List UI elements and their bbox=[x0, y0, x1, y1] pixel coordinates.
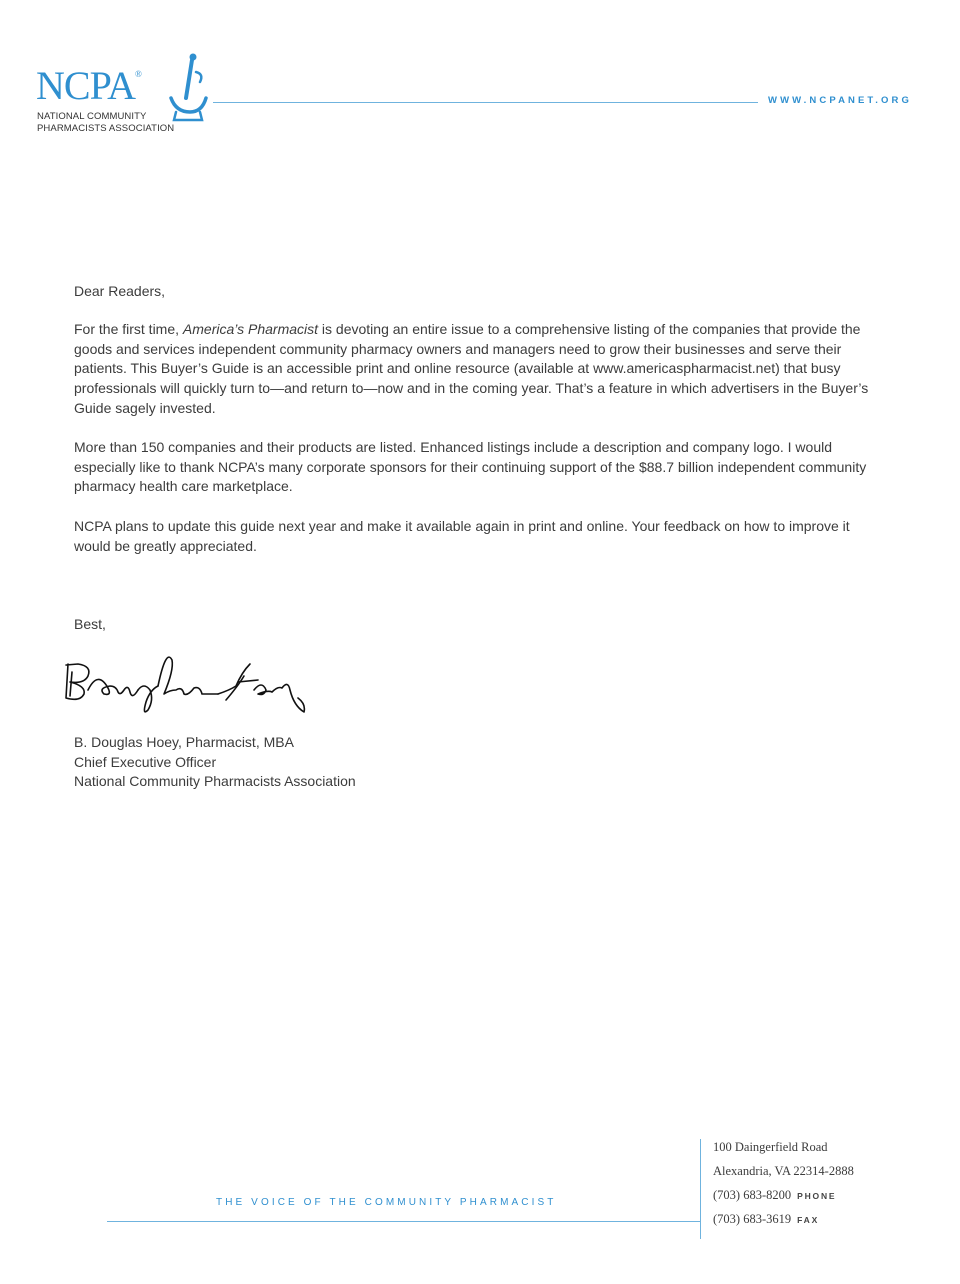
footer-rule bbox=[107, 1221, 701, 1222]
logo-wordmark: NCPA® bbox=[36, 63, 141, 108]
mortar-and-pestle-icon bbox=[171, 54, 206, 121]
signature-image bbox=[58, 650, 313, 718]
paragraph-2: More than 150 companies and their products are listed. Enhanced listings include a description and company logo. I would especially like to thank NCPA’s many corporate sponsors for their continuing support of the $88.7 billion independent community pharmacy health care marketplace. bbox=[74, 439, 867, 495]
signer-title: Chief Executive Officer bbox=[74, 753, 217, 770]
address-city: Alexandria, VA 22314-2888 bbox=[713, 1164, 854, 1178]
fax-label: FAX bbox=[797, 1215, 820, 1225]
logo-subtitle-line1: NATIONAL COMMUNITY bbox=[37, 111, 147, 122]
publication-title: America’s Pharmacist bbox=[182, 321, 319, 337]
salutation: Dear Readers, bbox=[74, 283, 166, 299]
address-street: 100 Daingerfield Road bbox=[713, 1140, 828, 1154]
paragraph-1-start: For the first time, bbox=[74, 321, 183, 337]
logo-subtitle bbox=[37, 111, 174, 135]
phone-label: PHONE bbox=[797, 1191, 837, 1201]
registered-mark: ® bbox=[135, 69, 141, 79]
footer-tagline: THE VOICE OF THE COMMUNITY PHARMACIST bbox=[216, 1197, 557, 1208]
fax-number: (703) 683-3619 bbox=[713, 1212, 792, 1226]
paragraph-3: NCPA plans to update this guide next year and make it available again in print and online. Your feedback on how to improve it would be greatly appreciated. bbox=[74, 518, 850, 554]
header-rule bbox=[213, 102, 758, 103]
phone-number: (703) 683-8200 bbox=[713, 1188, 792, 1202]
paragraph-1 bbox=[74, 320, 874, 419]
logo-subtitle-line2: PHARMACISTS ASSOCIATION bbox=[37, 123, 175, 134]
closing: Best, bbox=[74, 616, 106, 632]
fax-line bbox=[713, 1212, 819, 1227]
paragraph-1-rest: is devoting an entire issue to a comprehensive listing of the companies that provide the goods and services independent community pharmacy owners and managers need to grow their businesses and serve their patients. This Buyer’s Guide is an accessible print and online resource (available at www.americaspharmacist.net) that busy professionals will quickly turn to—and return to—now and in the coming year. That’s a feature in which advertisers in the Buyer’s Guide sagely invested. bbox=[74, 321, 869, 416]
phone-line bbox=[713, 1188, 836, 1203]
footer-vertical-rule bbox=[700, 1139, 701, 1239]
signature-block bbox=[74, 733, 356, 792]
signer-name: B. Douglas Hoey, Pharmacist, MBA bbox=[74, 734, 294, 750]
signer-organization: National Community Pharmacists Association bbox=[74, 773, 356, 790]
website-url[interactable]: WWW.NCPANET.ORG bbox=[768, 95, 912, 106]
